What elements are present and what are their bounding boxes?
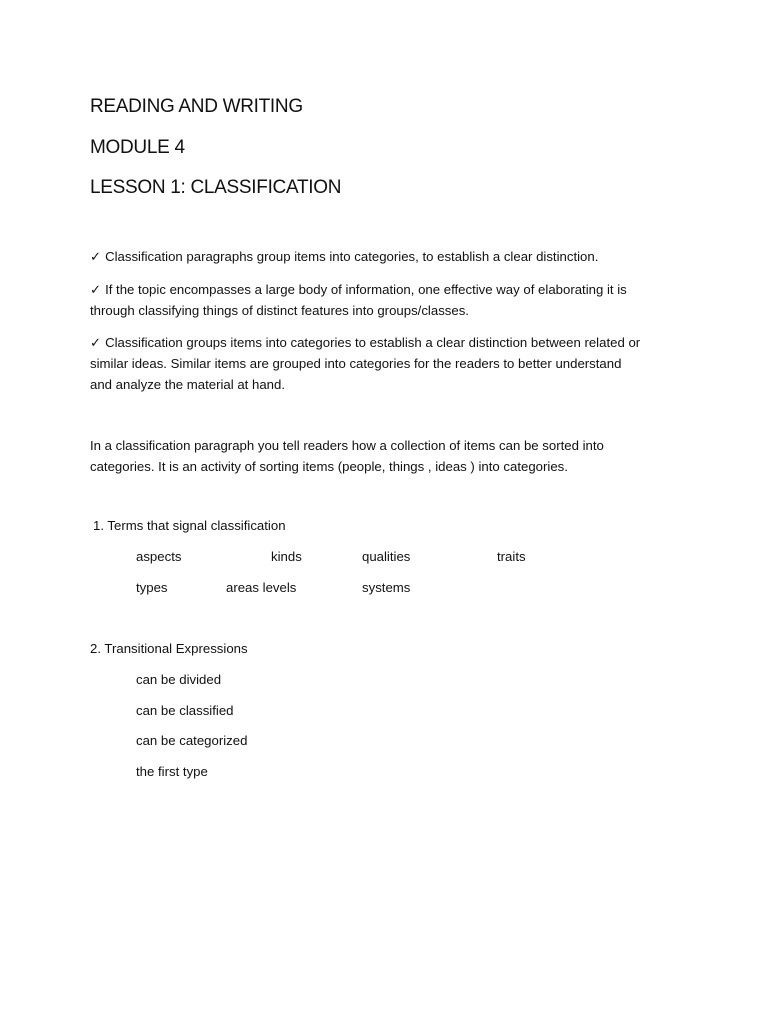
signal-term: traits: [497, 549, 526, 564]
bullet-paragraph-1: [90, 246, 690, 267]
bullet-line: similar ideas. Similar items are grouped into categories for the readers to better understand: [90, 356, 622, 371]
signal-term: kinds: [271, 549, 302, 564]
signal-term: aspects: [136, 549, 182, 564]
module-heading: MODULE 4: [90, 137, 185, 158]
bullet-line: ✓ Classification paragraphs group items into categories, to establish a clear distinction.: [90, 249, 599, 264]
lesson-heading: LESSON 1: CLASSIFICATION: [90, 177, 342, 198]
bullet-paragraph-3: [90, 332, 690, 395]
signal-term: areas levels: [226, 580, 297, 595]
transitional-expression: can be categorized: [136, 733, 248, 748]
bullet-line: ✓ Classification groups items into categories to establish a clear distinction between related or: [90, 335, 641, 350]
bullet-line: ✓ If the topic encompasses a large body of information, one effective way of elaborating it is: [90, 282, 627, 297]
check-mark-icon: ✓: [90, 249, 102, 264]
intro-line: In a classification paragraph you tell readers how a collection of items can be sorted into: [90, 438, 604, 453]
transitional-title: 2. Transitional Expressions: [90, 641, 248, 656]
transitional-expression: the first type: [136, 764, 208, 779]
transitional-expression: can be divided: [136, 672, 222, 687]
signal-term: qualities: [362, 549, 411, 564]
bullet-line: and analyze the material at hand.: [90, 377, 286, 392]
signal-terms-title: 1. Terms that signal classification: [93, 518, 286, 533]
bullet-paragraph-2: [90, 279, 690, 321]
signal-term: types: [136, 580, 168, 595]
subject-heading: READING AND WRITING: [90, 96, 303, 117]
bullet-line: through classifying things of distinct features into groups/classes.: [90, 303, 469, 318]
check-mark-icon: ✓: [90, 335, 102, 350]
intro-line: categories. It is an activity of sorting items (people, things , ideas ) into categories.: [90, 459, 568, 474]
intro-paragraph: [90, 435, 690, 477]
transitional-expression: can be classified: [136, 703, 234, 718]
signal-term: systems: [362, 580, 411, 595]
check-mark-icon: ✓: [90, 282, 102, 297]
